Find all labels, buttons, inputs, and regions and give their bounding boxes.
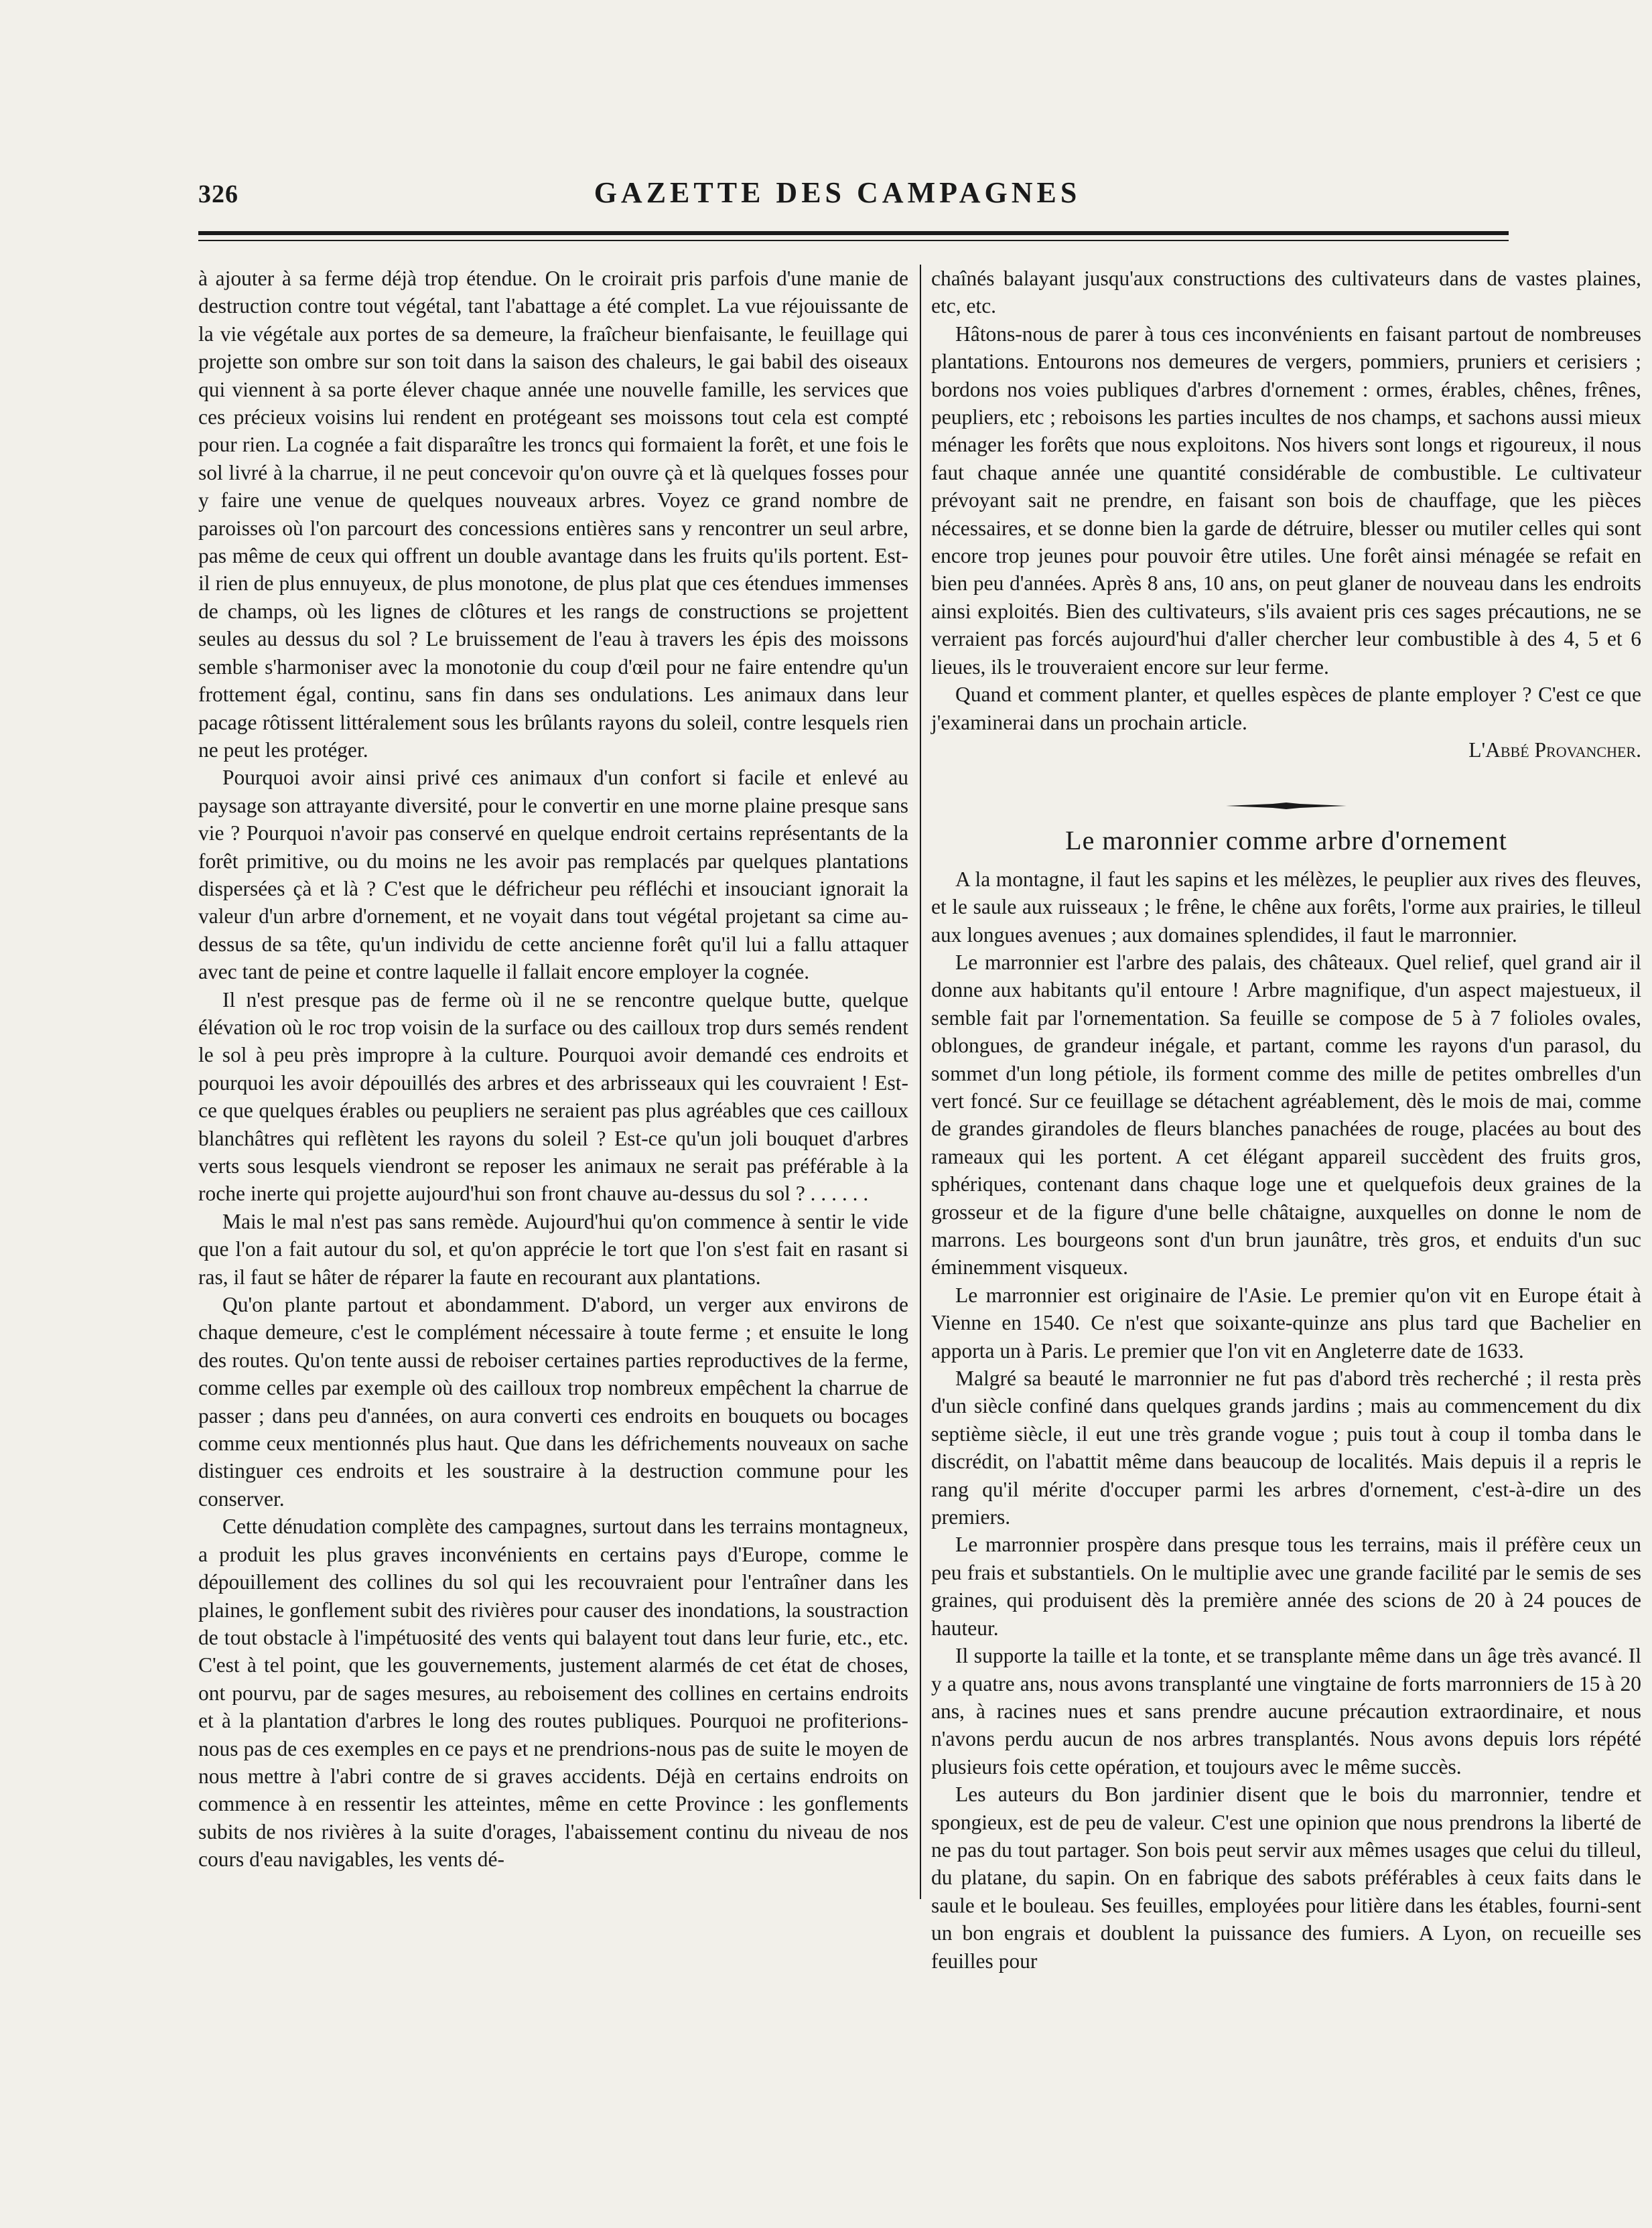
left-paragraph: Il n'est presque pas de ferme où il ne se rencontre quelque butte, quelque élévation où le roc trop voisin de la surface ou des cailloux trop durs semés rendent le sol à peu près impropre à la culture. Pourquoi avoir demandé ces endroits et pourquoi les avoir dépouillés des arbres et des arbrisseaux qui les couvraient ! Est-ce que quelques érables ou peupliers ne seraient pas plus agréables que ces cailloux blanchâtres qui reflètent les rayons du soleil ? Est-ce qu'un joli bouquet d'arbres verts sous lesquels viendront se reposer les animaux ne serait pas préférable à la roche inerte qui projette aujourd'hui son front chauve au-dessus du sol ? . . . . . . [198,987,908,1206]
page-number: 326 [198,180,238,208]
left-column [198,265,908,1874]
left-paragraph: Cette dénudation complète des campagnes, surtout dans les terrains montagneux, a produit les plus graves inconvénients en certains pays d'Europe, comme le dépouillement des collines du sol qui les recouvraient pour l'entraîner dans les plaines, le gonflement subit des rivières pour causer des inondations, la soustraction de tout obstacle à l'impétuosité des vents qui balayent tout dans leur furie, etc., etc. C'est à tel point, que les gouvernements, justement alarmés de cet état de choses, ont pourvu, par de sages mesures, au reboisement des collines en certains endroits et à la plantation d'arbres le long des routes publiques. Pourquoi ne profiterions-nous pas de ces exemples en ce pays et ne prendrions-nous pas de suite le moyen de nous mettre à l'abri contre de si graves accidents. Déjà en certains endroits on commence à en ressentir les atteintes, même en cette Province : les gonflements subits de nos rivières à la suite d'orages, l'abaissement continu du niveau de nos cours d'eau navigables, les vents dé- [198,1515,908,1872]
article-paragraph: A la montagne, il faut les sapins et les mélèzes, le peuplier aux rives des fleuves, et le saule aux ruisseaux ; le frêne, le chêne aux forêts, l'orme aux prairies, le tilleul aux longues avenues ; aux domaines splendides, il faut le marronnier. [931,867,1641,947]
left-paragraph: Mais le mal n'est pas sans remède. Aujourd'hui qu'on commence à sentir le vide que l'on a fait autour du sol, et qu'on apprécie le tort que l'on s'est fait en rasant si ras, il faut se hâter de réparer la faute en recourant aux plantations. [198,1209,908,1289]
article-title: Le maronnier comme arbre d'ornement [1065,825,1507,856]
header-rule-thin [198,240,1509,241]
right-paragraph: chaînés balayant jusqu'aux constructions des cultivateurs dans de vastes plaines, etc, etc. [931,267,1641,318]
section-ornament [1226,803,1347,809]
article-paragraph: Le marronnier est originaire de l'Asie. Le premier qu'on vit en Europe était à Vienne en 1540. Ce n'est que soixante-quinze ans plus tard que Bachelier en apporta un à Paris. Le premier que l'on vit en Angleterre date de 1633. [931,1283,1641,1363]
left-paragraph: Pourquoi avoir ainsi privé ces animaux d'un confort si facile et enlevé au paysage son attrayante diversité, pour le convertir en une morne plaine presque sans vie ? Pourquoi n'avoir pas conservé en quelque endroit certains représentants de la forêt primitive, ou du moins ne les avoir pas remplacés par quelques plantations dispersées çà et là ? C'est que le défricheur peu réfléchi et insouciant ignorait la valeur d'un arbre d'ornement, et ne voyait dans tout végétal projetant sa cime au-dessus de sa tête, qu'un individu de cette ancienne forêt qu'il lui a fallu attaquer avec tant de peine et contre laquelle il fallait encore employer la cognée. [198,766,908,984]
article-paragraph: Le marronnier est l'arbre des palais, des châteaux. Quel relief, quel grand air il donne aux habitants qu'il entoure ! Arbre magnifique, d'un aspect majestueux, il semble fait par l'ornementation. Sa feuille se compose de 5 à 7 folioles ovales, oblongues, de grandeur inégale, et partant, comme les rayons d'un parasol, du sommet d'un long pétiole, ils forment comme des mille de petites ombrelles d'un vert foncé. Sur ce feuillage se détachent agréablement, dès le mois de mai, comme de grandes girandoles de fleurs blanches panachées de rouge, placées au bout des rameaux qui les portent. A cet élégant appareil succèdent des fruits gros, sphériques, contenant dans chaque loge une et quelquefois deux graines de la grosseur et de la figure d'une belle châtaigne, auxquelles on donne le nom de marrons. Les bourgeons sont d'un brun jaunâtre, très gros, et enduits d'un suc éminemment visqueux. [931,950,1641,1279]
article-paragraph: Le marronnier prospère dans presque tous les terrains, mais il préfère ceux un peu frais et substantiels. On le multiplie avec une grande facilité par le semis de ses graines, qui produisent dès la première année des scions de 20 à 24 pouces de hauteur. [931,1533,1641,1640]
article-paragraph: Malgré sa beauté le marronnier ne fut pas d'abord très recherché ; il resta près d'un siècle confiné dans quelques grands jardins ; mais au commencement du dix septième siècle, il eut une très grande vogue ; puis tout à coup il tomba dans le discrédit, on l'abattit même dans beaucoup de localités. Mais depuis il a repris le rang qu'il mérite d'occuper parmi les arbres d'ornement, c'est-à-dire un des premiers. [931,1367,1641,1529]
article-paragraph: Il supporte la taille et la tonte, et se transplante même dans un âge très avancé. Il y a quatre ans, nous avons transplanté une vingtaine de forts marronniers de 15 à 20 ans, à racines nues et sans prendre aucune précaution extraordinaire, et nous n'avons perdu aucun de nos arbres transplantés. Nous avons depuis lors répété plusieurs fois cette opération, et toujours avec le même succès. [931,1644,1641,1779]
header-rule-thick [198,231,1509,235]
left-paragraph: Qu'on plante partout et abondamment. D'abord, un verger aux environs de chaque demeure, c'est le complément nécessaire à toute ferme ; et ensuite le long des routes. Qu'on tente aussi de reboiser certaines parties reproductives de la ferme, comme celles par exemple où des cailloux trop nombreux empêchent la charrue de passer ; dans peu d'années, on aura converti ces endroits en bouquets ou bocages comme ceux mentionnés plus haut. Que dans les défrichements nouveaux on sache distinguer ces endroits et les soustraire à la destruction commune pour les conserver. [198,1293,908,1511]
right-paragraph: Hâtons-nous de parer à tous ces inconvénients en faisant partout de nombreuses plantations. Entourons nos demeures de vergers, pommiers, pruniers et cerisiers ; bordons nos voies publiques d'arbres d'ornement : ormes, érables, chênes, frênes, peupliers, etc ; reboisons les parties incultes de nos champs, et sachons aussi mieux ménager les forêts que nous exploitons. Nos hivers sont longs et rigoureux, il nous faut chaque année une quantité considérable de combustible. Le cultivateur prévoyant sait ne prendre, en faisant son bois de chauffage, que les pièces nécessaires, et se donne bien la garde de détruire, blesser ou mutiler celles qui sont encore trop jeunes pour pouvoir être utiles. Une forêt ainsi ménagée se refait en bien peu d'années. Après 8 ans, 10 ans, on peut glaner de nouveau dans les endroits ainsi exploités. Bien des cultivateurs, s'ils avaient pris ces sages précautions, ne se verraient pas forcés aujourd'hui d'aller chercher leur combustible à des 4, 5 et 6 lieues, ils le trouveraient encore sur leur ferme. [931,322,1641,679]
article-signature: L'Abbé Provancher. [1468,738,1641,762]
right-paragraph: Quand et comment planter, et quelles espèces de plante employer ? C'est ce que j'examinerai dans un prochain article. [931,683,1641,734]
article-paragraph: Les auteurs du Bon jardinier disent que le bois du marronnier, tendre et spongieux, est de peu de valeur. C'est une opinion que nous prendrons la liberté de ne pas du tout partager. Son bois peut servir aux mêmes usages que celui du tilleul, du platane, du sapin. On en fabrique des sabots préférables à ceux faits dans le saule et le bouleau. Ses feuilles, employées pour litière dans les étables, fourni-sent un bon engrais et doublent la puissance des fumiers. A Lyon, on recueille ses feuilles pour [931,1783,1641,1973]
column-divider [920,265,921,1899]
page-header-title: GAZETTE DES CAMPAGNES [594,176,1081,209]
left-paragraph: à ajouter à sa ferme déjà trop étendue. On le croirait pris parfois d'une manie de destruction contre tout végétal, tant l'abattage a été complet. La vue réjouissante de la vie végétale aux portes de sa demeure, la fraîcheur bienfaisante, le feuillage qui projette son ombre sur son toit dans la saison des chaleurs, le gai babil des oiseaux qui viennent à sa porte élever chaque année une nouvelle famille, les services que ces précieux voisins lui rendent en protégeant ses moissons tout cela est compté pour rien. La cognée a fait disparaître les troncs qui formaient la forêt, et une fois le sol livré à la charrue, il ne peut concevoir qu'on ouvre çà et là quelques fosses pour y faire une venue de quelques nouveaux arbres. Voyez ce grand nombre de paroisses où l'on parcourt des concessions entières sans y rencontrer un seul arbre, pas même de ceux qui offrent un double avantage dans les fruits qu'ils portent. Est-il rien de plus ennuyeux, de plus monotone, de plus plat que ces étendues immenses de champs, où les lignes de clôtures et les rangs de constructions se projettent seules au dessus du sol ? Le bruissement de l'eau à travers les épis des moissons semble s'harmoniser avec la monotonie du coup d'œil pour ne faire entendre qu'un frottement égal, continu, sans fin dans ses ondulations. Les animaux dans leur pacage rôtissent littéralement sous les brûlants rayons du soleil, contre lesquels rien ne peut les protéger. [198,267,908,762]
right-column [931,265,1641,1975]
